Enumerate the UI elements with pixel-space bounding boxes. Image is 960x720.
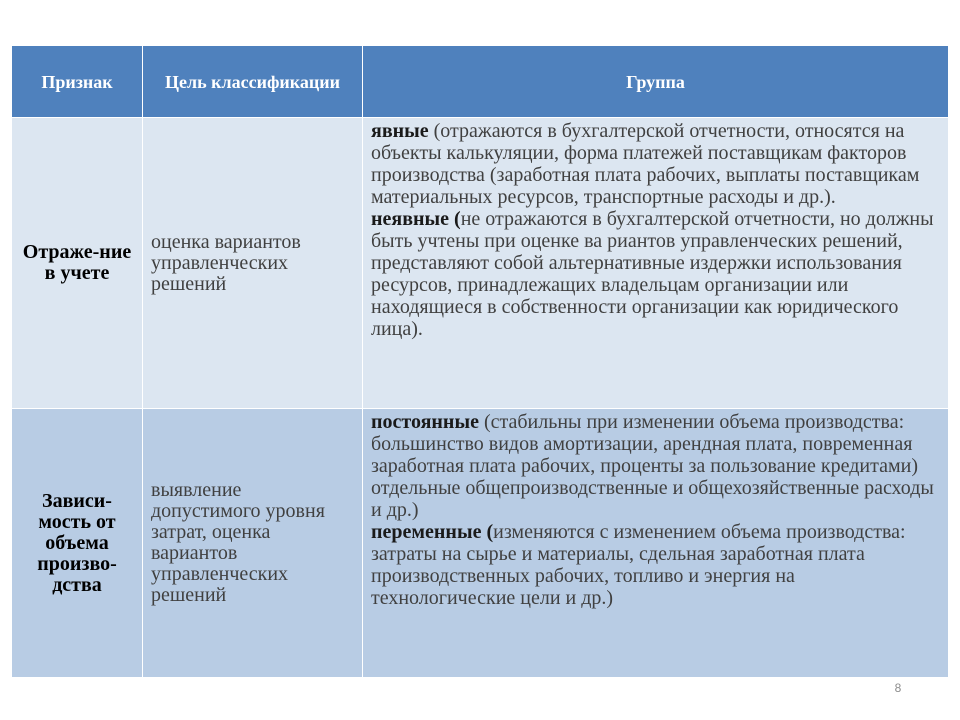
group-item <box>371 521 940 609</box>
goal-cell: оценка вариантов управленческих решений <box>143 118 363 409</box>
header-sign: Признак <box>12 46 143 118</box>
group-term: неявные ( <box>371 208 461 230</box>
page-number: 8 <box>894 681 902 695</box>
sign-cell: Зависи-мость от объема произво-дства <box>12 409 143 678</box>
sign-cell: Отраже-ние в учете <box>12 118 143 409</box>
group-description: (отражаются в бухгалтерской отчетности, относятся на объекты калькуляции, форма платежей поставщикам факторов производства (заработная плата рабочих, выплаты поставщикам материальных ресурсов, транспортные расходы и др.). <box>371 120 920 208</box>
group-cell <box>363 118 949 409</box>
group-item <box>371 411 940 521</box>
group-description: не отражаются в бухгалтерской отчетности, но должны быть учтены при оценке ва риантов управленческих решений, представляют собой альтернативные издержки использования ресурсов, принадлежащих владельцам организации или находящиеся в собственности организации как юридического лица). <box>371 208 934 340</box>
header-goal: Цель классификации <box>143 46 363 118</box>
group-term: явные <box>371 120 429 142</box>
group-term: переменные ( <box>371 521 494 543</box>
group-description: (стабильны при изменении объема производства: большинство видов амортизации, арендная плата, повременная заработная плата рабочих, проценты за пользование кредитами) отдельные общепроизводственные и общехозяйственные расходы и др.) <box>371 411 934 521</box>
group-description: изменяются с изменением объема производства: затраты на сырье и материалы, сдельная заработная плата производственных рабочих, топливо и энергия на технологические цели и др.) <box>371 521 906 609</box>
table-row <box>12 118 949 409</box>
classification-table <box>11 45 949 678</box>
group-term: постоянные <box>371 411 479 433</box>
group-item <box>371 120 940 208</box>
group-cell <box>363 409 949 678</box>
goal-cell: выявление допустимого уровня затрат, оценка вариантов управленческих решений <box>143 409 363 678</box>
header-group: Группа <box>363 46 949 118</box>
table-header-row <box>12 46 949 118</box>
table-row <box>12 409 949 678</box>
group-item <box>371 208 940 340</box>
